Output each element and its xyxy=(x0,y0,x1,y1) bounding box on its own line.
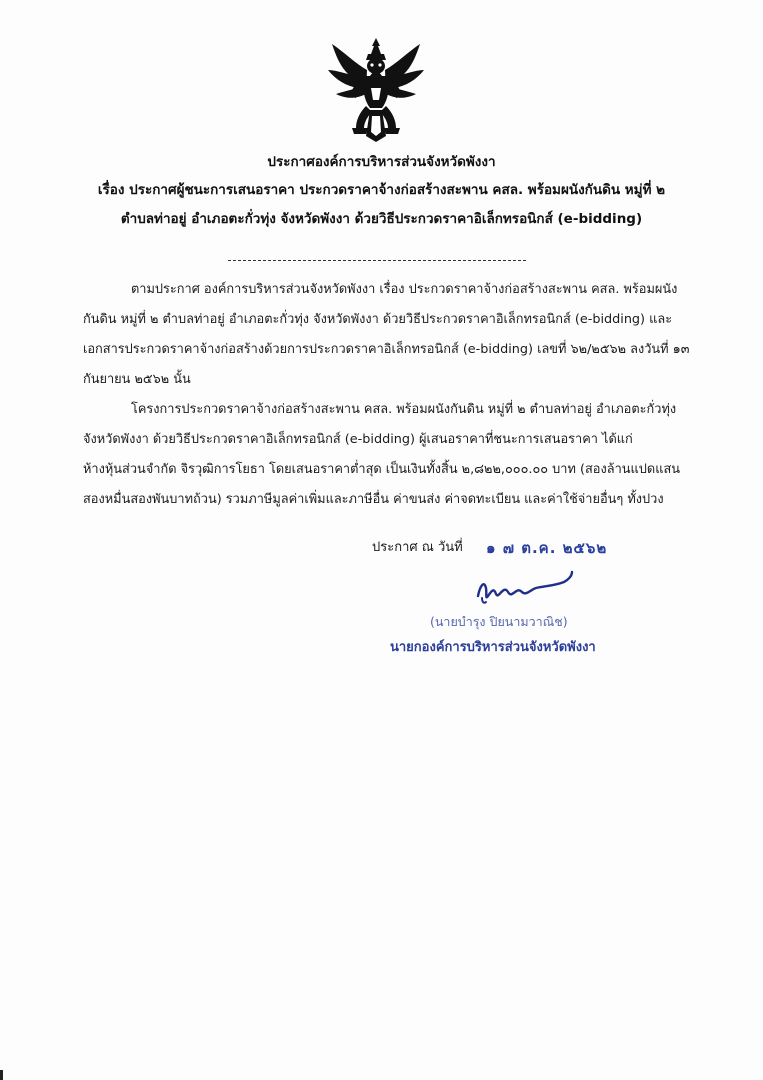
signer-name: (นายบำรุง ปิยนามวาณิช) xyxy=(430,614,568,629)
signature-mark xyxy=(468,566,578,610)
paragraph-1-line-4: กันยายน ๒๕๖๒ นั้น xyxy=(83,372,191,387)
paragraph-1-line-1: ตามประกาศ องค์การบริหารส่วนจังหวัดพังงา เรื่อง ประกวดราคาจ้างก่อสร้างสะพาน คสล. พร้อมผนัง xyxy=(131,282,678,297)
signer-title: นายกองค์การบริหารส่วนจังหวัดพังงา xyxy=(390,640,596,655)
scan-edge-mark xyxy=(0,1070,3,1080)
announce-label: ประกาศ ณ วันที่ xyxy=(372,540,463,555)
garuda-emblem-icon xyxy=(326,36,426,144)
paragraph-1-line-2: กันดิน หมู่ที่ ๒ ตำบลท่าอยู่ อำเภอตะกั่วทุ่ง จังหวัดพังงา ด้วยวิธีประกวดราคาอิเล็กทรอนิกส์ (e-bidding) และ xyxy=(83,312,673,327)
paragraph-2-line-2: จังหวัดพังงา ด้วยวิธีประกวดราคาอิเล็กทรอนิกส์ (e-bidding) ผู้เสนอราคาที่ชนะการเสนอราคา ได้แก่ xyxy=(83,432,633,447)
dashed-divider xyxy=(228,260,526,261)
paragraph-1-line-3: เอกสารประกวดราคาจ้างก่อสร้างด้วยการประกวดราคาอิเล็กทรอนิกส์ (e-bidding) เลขที่ ๖๒/๒๕๖๒ ลงวันที่ ๑๓ xyxy=(83,342,690,357)
subject-heading-line-2: ตำบลท่าอยู่ อำเภอตะกั่วทุ่ง จังหวัดพังงา ด้วยวิธีประกวดราคาอิเล็กทรอนิกส์ (e-bidding) xyxy=(120,211,643,227)
announce-date-stamp: ๑ ๗ ต.ค. ๒๕๖๒ xyxy=(486,539,608,557)
paragraph-2-line-3: ห้างหุ้นส่วนจำกัด จิรวุฒิการโยธา โดยเสนอราคาต่ำสุด เป็นเงินทั้งสิ้น ๒,๘๒๒,๐๐๐.๐๐ บาท (สองล้านแปดแสน xyxy=(83,462,680,477)
paragraph-2-line-1: โครงการประกวดราคาจ้างก่อสร้างสะพาน คสล. พร้อมผนังกันดิน หมู่ที่ ๒ ตำบลท่าอยู่ อำเภอตะกั่วทุ่ง xyxy=(131,402,677,417)
org-heading: ประกาศองค์การบริหารส่วนจังหวัดพังงา xyxy=(267,154,496,170)
subject-heading-line-1: เรื่อง ประกาศผู้ชนะการเสนอราคา ประกวดราคาจ้างก่อสร้างสะพาน คสล. พร้อมผนังกันดิน หมู่ที่ ๒ xyxy=(97,182,666,198)
paragraph-2-line-4: สองหมื่นสองพันบาทถ้วน) รวมภาษีมูลค่าเพิ่มและภาษีอื่น ค่าขนส่ง ค่าจดทะเบียน และค่าใช้จ่ายอื่นๆ ทั้งปวง xyxy=(83,492,664,507)
